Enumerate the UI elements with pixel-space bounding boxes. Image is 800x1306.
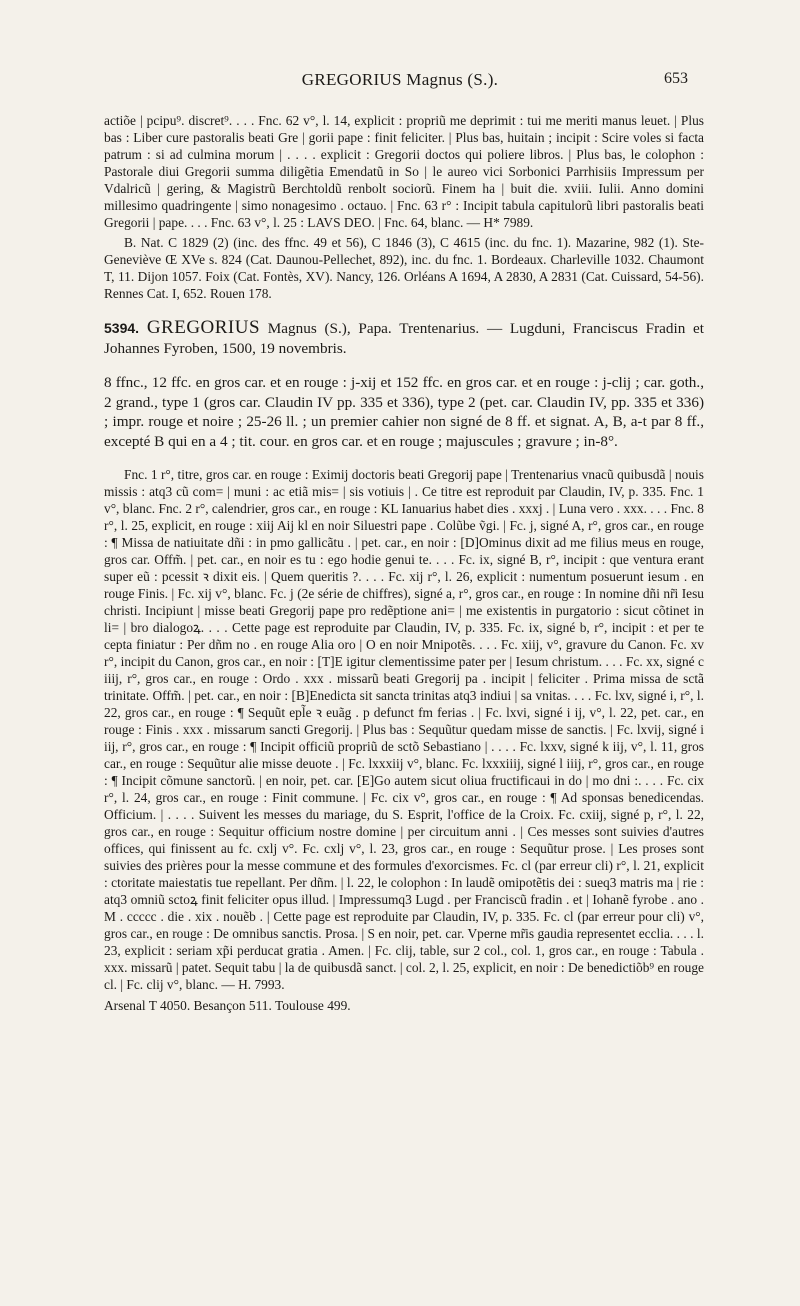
previous-entry-continuation: actiõe | pcipu⁹. discret⁹. . . . Fnc. 62 v°, l. 14, explicit : propriũ me deprimit : tui me meriti manus leuet. | Plus bas : Liber cure pastoralis beati Gre | gorii pape : finit feliciter. | Plus bas, huitain ; incipit : Scire voles si facta patrum : si ad culmina morum | . . . . explicit : Gregorii doctos qui poliere libros. | Plus bas, le colophon : Pastorale diui Gregorii summa diligẽtia Emendatũ in So | le aureo vici Sorbonici Parrhisiis Impressum per Vdalricũ | gering, & Magistrũ Berchtoldũ renbolt sociorũ. Finem ha | buit die. xviii. Iulii. Anno domini millesimo quadringente | simo nonagesimo . octauo. | Fnc. 63 r° : Incipit tabula capitulorũ libri pastoralis beati Gregorii | pape. . . . Fnc. 63 v°, l. 25 : LAVS DEO. | Fnc. 64, blanc. — H* 7989.: [104, 113, 704, 230]
entry-locations: Arsenal T 4050. Besançon 511. Toulouse 499.: [104, 998, 351, 1014]
entry-number: 5394.: [104, 320, 140, 336]
previous-entry-locations: B. Nat. C 1829 (2) (inc. des ffnc. 49 et 56), C 1846 (3), C 4615 (inc. du fnc. 1). Mazarine, 982 (1). Ste-Geneviève Œ XVe s. 824 (Cat. Daunou-Pellechet, 892), inc. du fnc. 1. Bordeaux. Charleville 1032. Chaumont T, 11. Dijon 1057. Foix (Cat. Fontès, XV). Nancy, 126. Orléans A 1694, A 2830, A 2831 (Cat. Cuissard, 54-56). Rennes Cat. I, 652. Rouen 178.: [104, 235, 704, 301]
running-head: [0, 70, 800, 94]
running-title: GREGORIUS Magnus (S.).: [301, 70, 499, 89]
body-text: [104, 112, 704, 1028]
entry-collation: 8 ffnc., 12 ffc. en gros car. et en rouge : j-xij et 152 ffc. en gros car. et en rouge : j-clij ; car. goth., 2 grand., type 1 (gros car. Claudin IV pp. 335 et 336), type 2 (pet. car. Claudin IV, pp. 335 et 336) ; impr. rouge et noire ; 25-26 ll. ; un premier cahier non signé de 8 ff. et signat. A, B, a-t par 8 ff., excepté B qui en a 4 ; tit. cour. en gros car. et en rouge ; majuscules ; gravure ; in-8°.: [104, 374, 704, 450]
entry-author: GREGORIUS: [146, 317, 261, 338]
entry-title: Magnus (S.), Papa. Trentenarius. — Lugduni, Franciscus Fradin et Johannes Fyroben, 1500, 19 novembris.: [104, 320, 705, 357]
entry-heading: [104, 318, 704, 358]
entry-description: Fnc. 1 r°, titre, gros car. en rouge : Eximij doctoris beati Gregorij pape | Trentenarius vnacũ quibusdã | nouis missis : atq3 cũ com= | muni : ac etiã mis= | sis votiuis | . Ce titre est reproduit par Claudin, IV, p. 335. Fnc. 1 v°, blanc. Fnc. 2 r°, calendrier, gros car., en rouge : KL Ianuarius habet dies . xxxj . | Luna vero . xxx. . . . Fnc. 8 r°, l. 25, explicit, en rouge : xiij Aij kl en noir Siluestri pape . Colũbe ṽgi. | Fc. j, signé A, r°, gros car., en rouge : ¶ Missa de natiuitate dñi : in pmo gallicãtu . | pet. car., en noir : [D]Ominus dixit ad me filius meus en rouge, gros car. Offm̃. | pet. car., en noir es tu : ego hodie genui te. . . . Fc. ix, signé B, r°, incipit : que ventura erant super eũ : pcessit ꝛ dixit eis. | Quem queritis ?. . . . Fc. xij r°, l. 26, explicit : numentum posuerunt iesum . en rouge Finis. | Fc. xij v°, blanc. Fc. j (2e série de chiffres), signé a, r°, gros car., en rouge : In nomine dñi nr̃i Iesu christi. Incipiunt | misse beati Gregorij pape pro redẽptione ani= | me existentis in purgatorio : sicut cõtinet in li= | bro dialogoꝝ. . . . Cette page est reproduite par Claudin, IV, p. 335. Fc. ix, signé b, r°, incipit : et per te cepta finiatur : Per dñm no . en rouge Alia oro | O en noir Mnipotẽs. . . . Fc. xiij, v°, gravure du Canon. Fc. xv r°, incipit du Canon, gros car., en noir : [T]E igitur clementissime pater per | Iesum christum. . . . Fc. xx, signé c iiij, r°, gros car., en rouge : Ordo . xxx . missarũ beati Gregorij pa . incipit | feliciter . Prima missa de sctã trinitate. Offm̃. | pet. car., en noir : [B]Enedicta sit sancta trinitas atq3 indiui | sa vnitas. . . . Fc. lxv, signé i, r°, l. 22, gros car., en rouge : ¶ Sequũt epl̃e ꝛ euãg . p defunct fm ferias . | Fc. lxvi, signé i ij, v°, l. 22, pet. car., en rouge : Finis . xxx . missarum sancti Gregorij. | Plus bas : Sequũtur quedam misse de sanctis. | Fc. lxvij, signé i iij, r°, gros car., en rouge : ¶ Incipit officiũ propriũ de sctõ Sebastiano | . . . . Fc. lxxv, signé k iij, v°, l. 11, gros car., en rouge : Sequũtur alie misse deuote . | Fc. lxxxiij v°, blanc. Fc. lxxxiiij, signé l iiij, r°, gros car., en rouge : ¶ Incipit cõmune sanctorũ. | en noir, pet. car. [E]Go autem sicut oliua fructificaui in do | mo dni :. . . . Fc. cix r°, l. 24, gros car., en rouge : Finit commune. | Fc. cix v°, gros car., en rouge : ¶ Ad sponsas benedicendas. Officium. | . . . . Suivent les messes du mariage, du S. Esprit, l'office de la Croix. Fc. cxiij, signé p, r°, l. 22, gros car., en rouge : Sequitur officium nostre domine | per circuitum anni . | Ces messes sont suivies d'autres offices, qui finissent au fc. cxlj v°. Fc. cxlj v°, l. 23, gros car., en rouge : Sequũtur prose. | Les proses sont suivies des prières pour la messe commune et des formules d'exorcismes. Fc. cl (par erreur cli) r°, l. 21, explicit : ctoritate maiestatis tue repellant. Per dñm. | l. 22, le colophon : In laudẽ omipotẽtis dei : sueq3 matris ma | rie : atq3 omniũ sctoꝝ finit feliciter opus illud. | Impressumq3 Lugd . per Franciscũ fradin . et | Iohanẽ fyrobe . ano . M . ccccc . die . xix . nouẽb . | Cette page est reproduite par Claudin, IV, p. 335. Fc. cl (par erreur pour cli) v°, gros car., en rouge : De omnibus sanctis. Prosa. | S en noir, pet. car. Vperne mr̃is gaudia representet ecclia. . . . l. 23, explicit : seriam xp̃i perducat gratia . Amen. | Fc. clij, table, sur 2 col., col. 1, gros car., en rouge : Tabula . xxx. missarũ | patet. Sequit tabu | la de quibusdã sanct. | col. 2, l. 25, explicit, en noir : De benedictiõb⁹ en rouge cl. | Fc. clij v°, blanc. — H. 7993.: [104, 467, 704, 993]
page-number: 653: [664, 70, 688, 87]
